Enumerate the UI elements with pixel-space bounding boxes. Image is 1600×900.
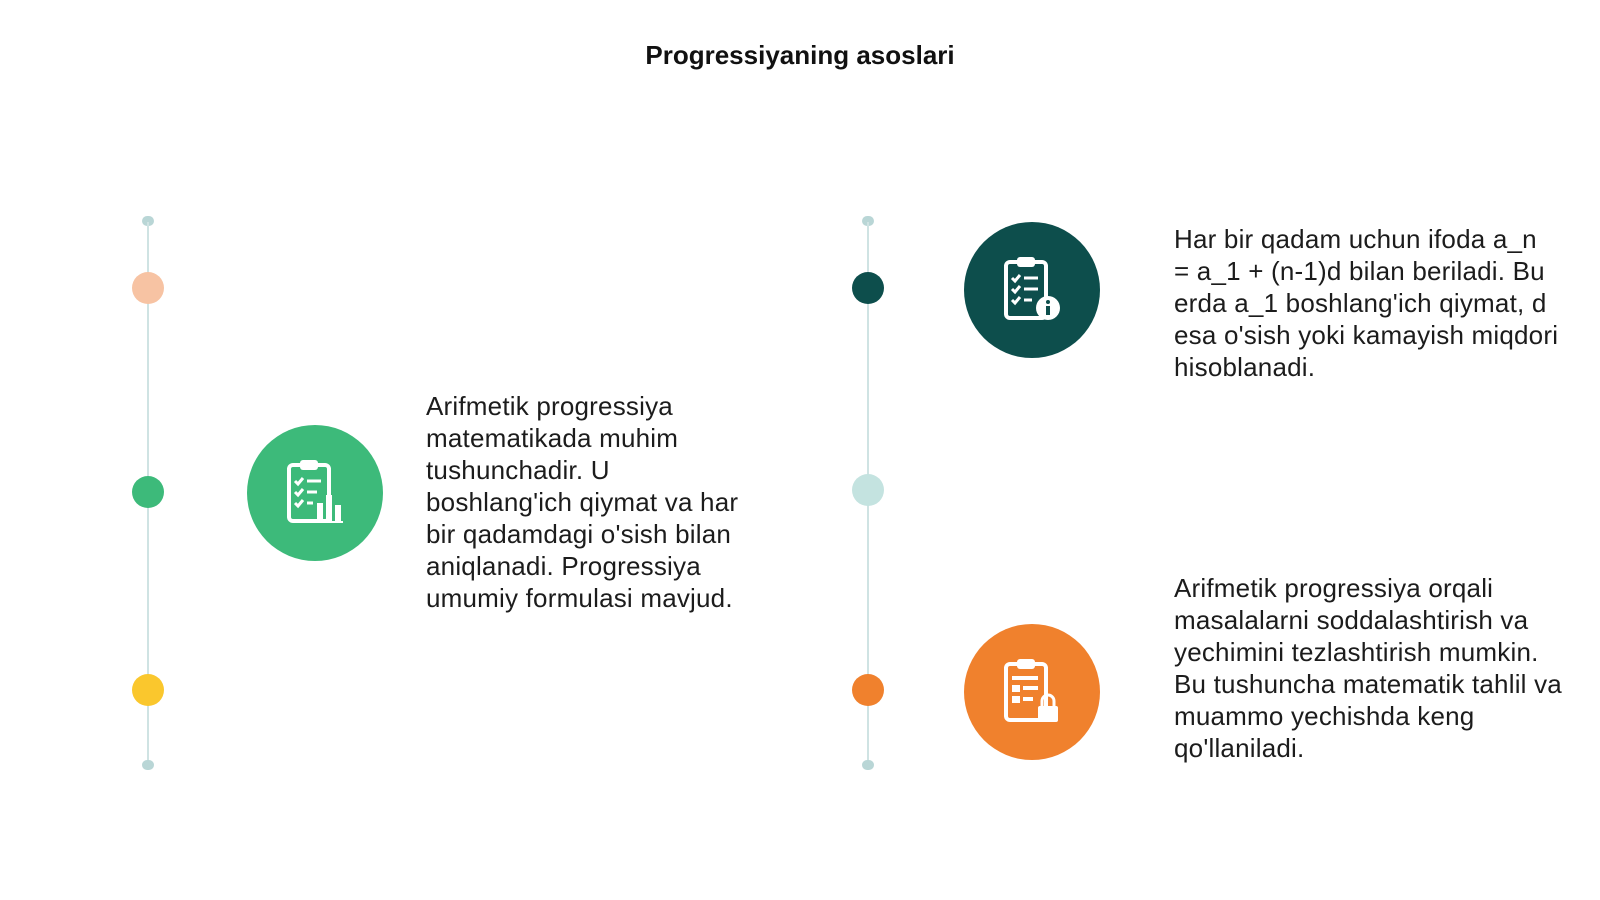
clipboard-chart-icon <box>277 455 353 531</box>
timeline-dot-green <box>132 476 164 508</box>
timeline-dot-peach <box>132 272 164 304</box>
item-icon-circle <box>964 624 1100 760</box>
item-icon-circle <box>964 222 1100 358</box>
timeline-dot-light-teal <box>852 474 884 506</box>
timeline-bottom-cap <box>142 760 154 770</box>
item-icon-circle <box>247 425 383 561</box>
item-description: Arifmetik progressiya orqali masalalarni soddalashtirish va yechimini tezlashtirish mumkin. Bu tushuncha matematik tahlil va muammo yechishda keng qo'llaniladi. <box>1174 573 1562 763</box>
clipboard-lock-icon <box>994 654 1070 730</box>
page-title: Progressiyaning asoslari <box>645 40 955 70</box>
item-description: Har bir qadam uchun ifoda a_n = a_1 + (n-1)d bilan beriladi. Bu erda a_1 boshlang'ich qiymat, d esa o'sish yoki kamayish miqdori hisoblanadi. <box>1174 224 1559 382</box>
item-description: Arifmetik progressiya matematikada muhim tushunchadir. U boshlang'ich qiymat va har bir qadamdagi o'sish bilan aniqlanadi. Progressiya umumiy formulasi mavjud. <box>426 391 739 613</box>
timeline-dot-orange <box>852 674 884 706</box>
timeline-dot-yellow <box>132 674 164 706</box>
clipboard-info-icon <box>994 252 1070 328</box>
timeline-bottom-cap <box>862 760 874 770</box>
timeline-dot-dark-teal <box>852 272 884 304</box>
